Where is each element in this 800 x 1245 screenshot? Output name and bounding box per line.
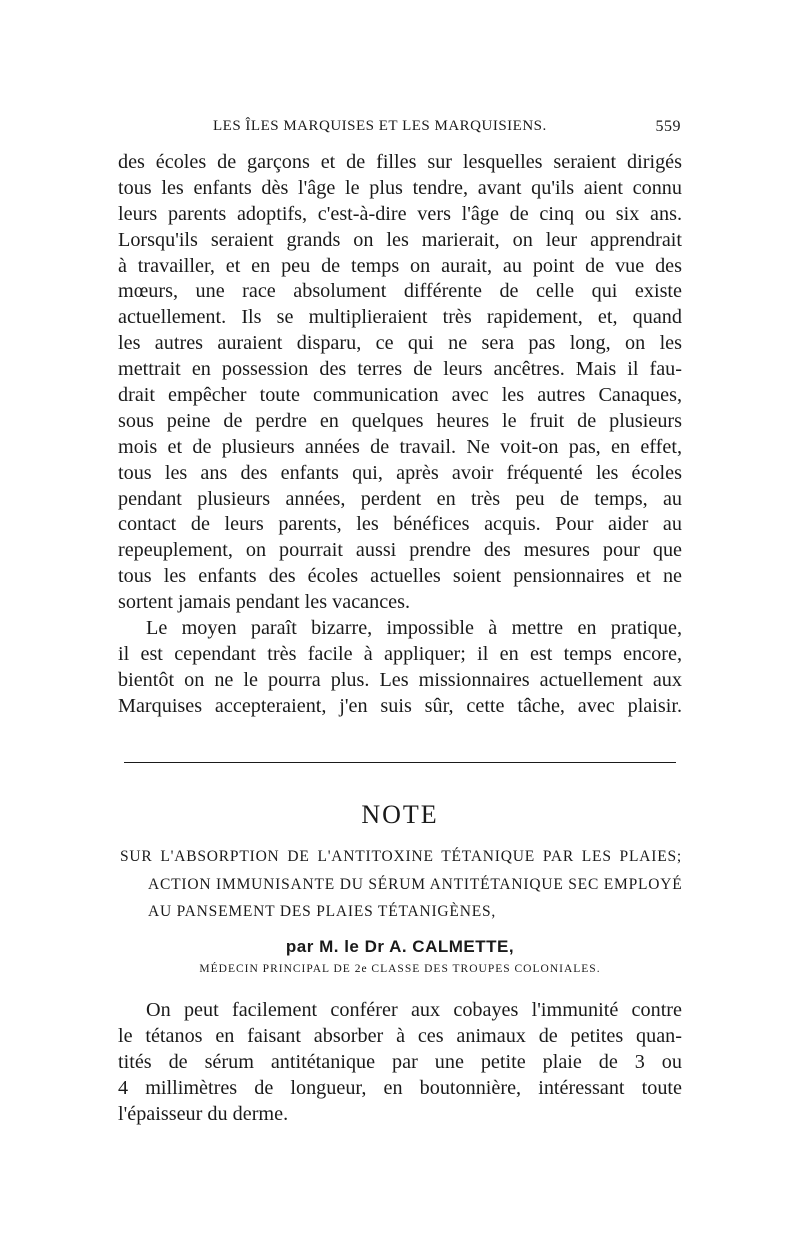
text-line: actuellement. Ils se multiplieraient très rapidement, et, quand xyxy=(118,306,682,329)
text-line: sortent jamais pendant les vacances. xyxy=(118,591,411,614)
text-line: bientôt on ne le pourra plus. Les missionnaires actuellement aux xyxy=(118,668,682,691)
note-text-block xyxy=(118,998,682,1127)
text-line: l'épaisseur du derme. xyxy=(118,1102,289,1125)
text-line: les autres auraient disparu, ce qui ne sera pas long, on les xyxy=(118,332,682,355)
text-line: tous les ans des enfants qui, après avoir fréquenté les écoles xyxy=(118,461,682,484)
text-line: mœurs, une race absolument différente de celle qui existe xyxy=(118,280,682,303)
text-line: contact de leurs parents, les bénéfices acquis. Pour aider au xyxy=(118,513,682,536)
note-subtitle-line: ACTION IMMUNISANTE DU SÉRUM ANTITÉTANIQUE SEC EMPLOYÉ xyxy=(148,876,683,893)
text-line: Lorsqu'ils seraient grands on les marierait, on leur apprendrait xyxy=(118,228,682,251)
text-line: des écoles de garçons et de filles sur lesquelles seraient dirigés xyxy=(118,151,682,173)
text-line: Le moyen paraît bizarre, impossible à mettre en pratique, xyxy=(146,617,682,640)
text-line: tous les enfants des écoles actuelles soient pensionnaires et ne xyxy=(118,565,682,588)
text-line: le tétanos en faisant absorber à ces animaux de petites quan- xyxy=(118,1024,682,1047)
main-text-block xyxy=(118,150,682,720)
text-line: mettrait en possession des terres de leurs ancêtres. Mais il fau- xyxy=(118,358,682,381)
note-subtitle-line: AU PANSEMENT DES PLAIES TÉTANIGÈNES, xyxy=(148,903,497,920)
text-line: sous peine de perdre en quelques heures le fruit de plusieurs xyxy=(118,409,682,432)
note-title: NOTE xyxy=(361,800,439,829)
page-number: 559 xyxy=(655,118,681,135)
text-line: il est cependant très facile à appliquer; il en est temps encore, xyxy=(118,642,682,665)
note-subtitle-line: SUR L'ABSORPTION DE L'ANTITOXINE TÉTANIQUE PAR LES PLAIES; xyxy=(120,848,682,865)
text-line: Marquises accepteraient, j'en suis sûr, cette tâche, avec plaisir. xyxy=(118,694,682,717)
running-title: LES ÎLES MARQUISES ET LES MARQUISIENS. xyxy=(213,118,547,134)
text-line: repeuplement, on pourrait aussi prendre des mesures pour que xyxy=(118,539,682,562)
note-affiliation: MÉDECIN PRINCIPAL DE 2e CLASSE DES TROUPES COLONIALES. xyxy=(199,963,601,975)
text-line: à travailler, et en peu de temps on aurait, au point de vue des xyxy=(118,254,682,277)
section-divider xyxy=(124,762,676,763)
note-author: par M. le Dr A. CALMETTE, xyxy=(285,937,515,956)
text-line: tous les enfants dès l'âge le plus tendre, avant qu'ils aient connu xyxy=(118,176,682,199)
text-line: drait empêcher toute communication avec les autres Canaques, xyxy=(118,384,682,407)
text-line: pendant plusieurs années, perdent en très peu de temps, au xyxy=(118,487,682,510)
text-line: tités de sérum antitétanique par une petite plaie de 3 ou xyxy=(118,1050,682,1073)
text-line: mois et de plusieurs années de travail. Ne voit-on pas, en effet, xyxy=(118,435,682,458)
text-line: On peut facilement conférer aux cobayes l'immunité contre xyxy=(146,999,682,1021)
text-line: leurs parents adoptifs, c'est-à-dire vers l'âge de cinq ou six ans. xyxy=(118,202,682,225)
text-line: 4 millimètres de longueur, en boutonnière, intéressant toute xyxy=(118,1076,682,1099)
